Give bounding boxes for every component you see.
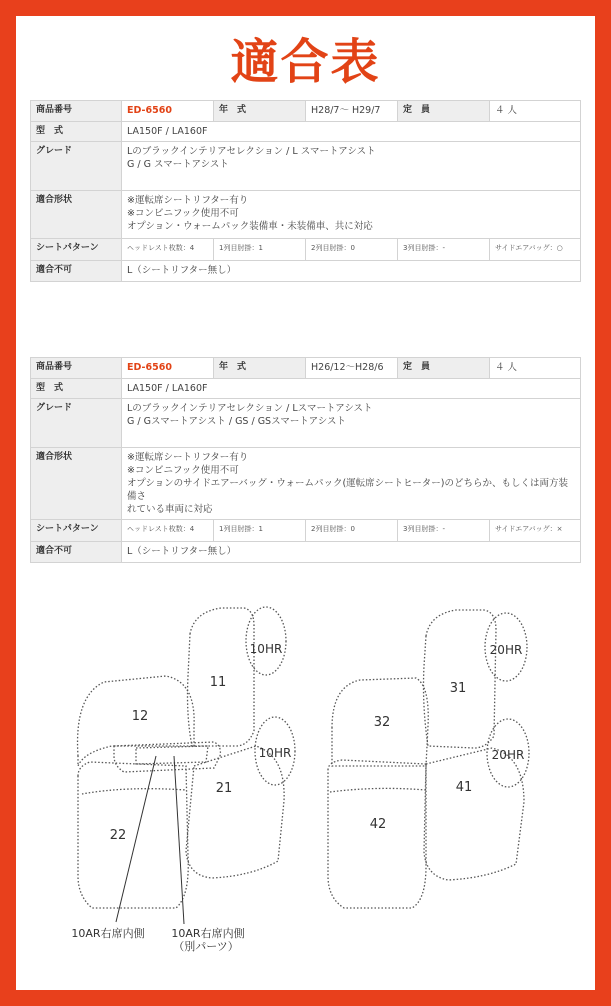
- label-rear-cushion-left: 42: [369, 817, 387, 832]
- capacity-value: ４ 人: [490, 358, 581, 379]
- fit-line: ※運転席シートリフター有り: [127, 452, 249, 463]
- fit-shape-value: [122, 191, 581, 239]
- product-number-label: 商品番号: [31, 101, 122, 122]
- grade-line: Lのブラックインテリアセレクション / Lスマートアシスト: [127, 403, 373, 414]
- spec-table-2: [30, 357, 581, 563]
- grade-label: グレード: [31, 399, 122, 448]
- model-label: 型 式: [31, 122, 122, 142]
- fit-shape-label: 適合形状: [31, 448, 122, 520]
- year-label: 年 式: [214, 358, 306, 379]
- label-callout-1: 10AR右席内側: [71, 927, 145, 940]
- label-rear-backrest: 31: [449, 681, 467, 696]
- model-label: 型 式: [31, 379, 122, 399]
- grade-value: [122, 142, 581, 191]
- fit-line: ※コンビニフック使用不可: [127, 465, 239, 476]
- front-cushion-21: [186, 746, 284, 878]
- capacity-label: 定 員: [398, 101, 490, 122]
- grade-line: Lのブラックインテリアセレクション / L スマートアシスト: [127, 146, 376, 157]
- fit-shape-value: [122, 448, 581, 520]
- fit-line: れている車両に対応: [127, 504, 213, 515]
- grade-line: G / Gスマートアシスト / GS / GSスマートアシスト: [127, 416, 346, 427]
- product-code: ED-6560: [122, 358, 214, 379]
- label-front-headrest-top: 10HR: [249, 642, 283, 656]
- product-code: ED-6560: [122, 101, 214, 122]
- page-title: 適合表: [230, 34, 381, 90]
- rear-cushion-crease: [330, 788, 426, 792]
- headrest-count: ヘッドレスト枚数：4: [122, 239, 214, 261]
- front-cushion-22: [78, 762, 188, 908]
- not-compatible-label: 適合不可: [31, 261, 122, 282]
- row1-armrest: 1列目肘掛：1: [214, 520, 306, 542]
- not-compatible-label: 適合不可: [31, 542, 122, 563]
- front-armrest-inner: [136, 746, 208, 764]
- row2-armrest: 2列目肘掛：0: [306, 239, 398, 261]
- year-label: 年 式: [214, 101, 306, 122]
- not-compatible-value: L（シートリフター無し）: [122, 542, 581, 563]
- grade-value: [122, 399, 581, 448]
- row3-armrest: 3列目肘掛：-: [398, 520, 490, 542]
- grade-line: G / G スマートアシスト: [127, 159, 229, 170]
- front-cushion-crease: [82, 789, 186, 794]
- grade-label: グレード: [31, 142, 122, 191]
- row3-armrest: 3列目肘掛：-: [398, 239, 490, 261]
- capacity-value: ４ 人: [490, 101, 581, 122]
- label-callout-2-line2: （別パーツ）: [173, 940, 239, 953]
- fit-line: ※コンビニフック使用不可: [127, 208, 239, 219]
- rear-backrest-part-31: [424, 610, 497, 748]
- fit-shape-label: 適合形状: [31, 191, 122, 239]
- seat-pattern-label: シートパターン: [31, 239, 122, 261]
- label-rear-cushion-right: 41: [455, 780, 473, 795]
- product-number-label: 商品番号: [31, 358, 122, 379]
- label-rear-headrest-top: 20HR: [489, 643, 523, 657]
- fitment-card: [16, 16, 595, 990]
- label-front-headrest-mid: 10HR: [258, 746, 292, 760]
- label-front-seat-back: 12: [131, 709, 149, 724]
- not-compatible-value: L（シートリフター無し）: [122, 261, 581, 282]
- front-headrest-top: [246, 607, 286, 675]
- label-callout-2-line1: 10AR右席内側: [171, 927, 245, 940]
- side-airbag: サイドエアバッグ：×: [490, 520, 581, 542]
- label-front-cushion-right: 21: [215, 781, 233, 796]
- spec-table-1: [30, 100, 581, 282]
- label-front-cushion-left: 22: [109, 828, 127, 843]
- diagram-labels: [71, 642, 524, 953]
- fit-line: ※運転席シートリフター有り: [127, 195, 249, 206]
- rear-cushion-41: [424, 748, 524, 880]
- fit-line: オプション・ウォームパック装備車・未装備車、共に対応: [127, 221, 373, 232]
- seat-pattern-label: シートパターン: [31, 520, 122, 542]
- seat-diagram: [16, 596, 595, 966]
- side-airbag: サイドエアバッグ：○: [490, 239, 581, 261]
- label-rear-headrest-mid: 20HR: [491, 748, 525, 762]
- label-front-backrest: 11: [209, 675, 227, 690]
- model-value: LA150F / LA160F: [122, 122, 581, 142]
- row1-armrest: 1列目肘掛：1: [214, 239, 306, 261]
- headrest-count: ヘッドレスト枚数：4: [122, 520, 214, 542]
- row2-armrest: 2列目肘掛：0: [306, 520, 398, 542]
- fit-line: オプションのサイドエアーバッグ・ウォームパック(運転席シートヒーター)のどちらか、もしくは両方装備さ: [127, 478, 568, 502]
- callout-line-2: [174, 756, 184, 924]
- capacity-label: 定 員: [398, 358, 490, 379]
- year-value: H26/12～H28/6: [306, 358, 398, 379]
- rear-cushion-42: [328, 760, 426, 908]
- model-value: LA150F / LA160F: [122, 379, 581, 399]
- label-rear-seat-back: 32: [373, 715, 391, 730]
- year-value: H28/7～ H29/7: [306, 101, 398, 122]
